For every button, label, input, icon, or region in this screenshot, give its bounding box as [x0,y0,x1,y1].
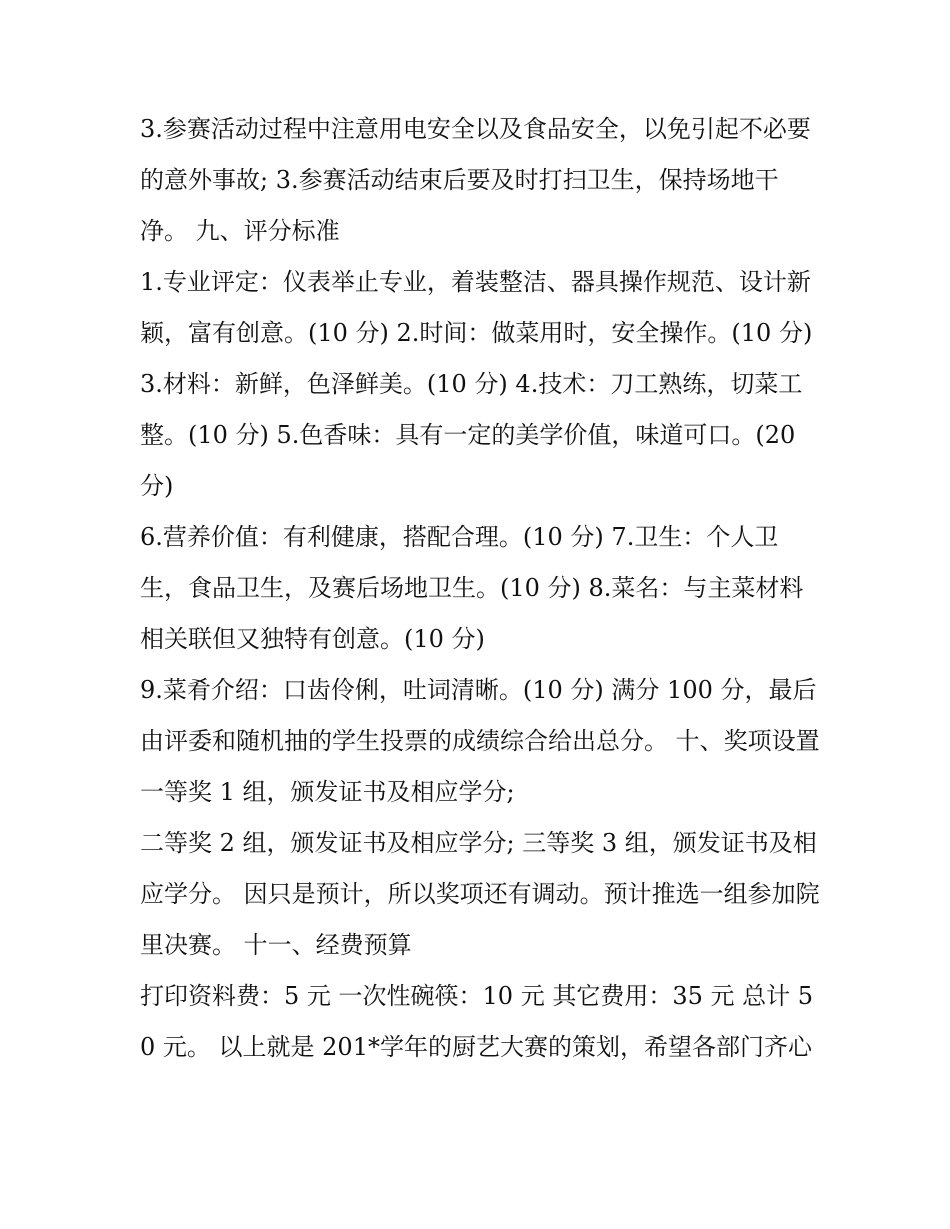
document-body [140,104,820,1073]
paragraph-awards: 二等奖 2 组，颁发证书及相应学分; 三等奖 3 组，颁发证书及相应学分。 因只是预计，所以奖项还有调动。预计推选一组参加院里决赛。 十一、经费预算 [140,829,820,959]
paragraph-criteria-3-5: 3.材料：新鲜，色泽鲜美。(10 分) 4.技术：刀工熟练，切菜工整。(10 分) 5.色香味：具有一定的美学价值，味道可口。(20 分) [140,370,803,500]
paragraph-budget: 打印资料费：5 元 一次性碗筷：10 元 其它费用：35 元 总计 50 元。 以上就是 201*学年的厨艺大赛的策划，希望各部门齐心 [140,982,814,1061]
paragraph-criteria-1-2: 1.专业评定：仪表举止专业，着装整洁、器具操作规范、设计新颖，富有创意。(10 分) 2.时间：做菜用时，安全操作。(10 分) [140,268,813,347]
paragraph-criteria-9-awards: 9.菜肴介绍：口齿伶俐，吐词清晰。(10 分) 满分 100 分，最后由评委和随机抽的学生投票的成绩综合给出总分。 十、奖项设置 一等奖 1 组，颁发证书及相应学分; [140,676,820,806]
paragraph-safety-notes: 3.参赛活动过程中注意用电安全以及食品安全，以免引起不必要的意外事故; 3.参赛活动结束后要及时打扫卫生，保持场地干净。 九、评分标准 [140,115,811,245]
paragraph-criteria-6-8: 6.营养价值：有利健康，搭配合理。(10 分) 7.卫生：个人卫生，食品卫生，及赛后场地卫生。(10 分) 8.菜名：与主菜材料相关联但又独特有创意。(10 分) [140,523,804,653]
